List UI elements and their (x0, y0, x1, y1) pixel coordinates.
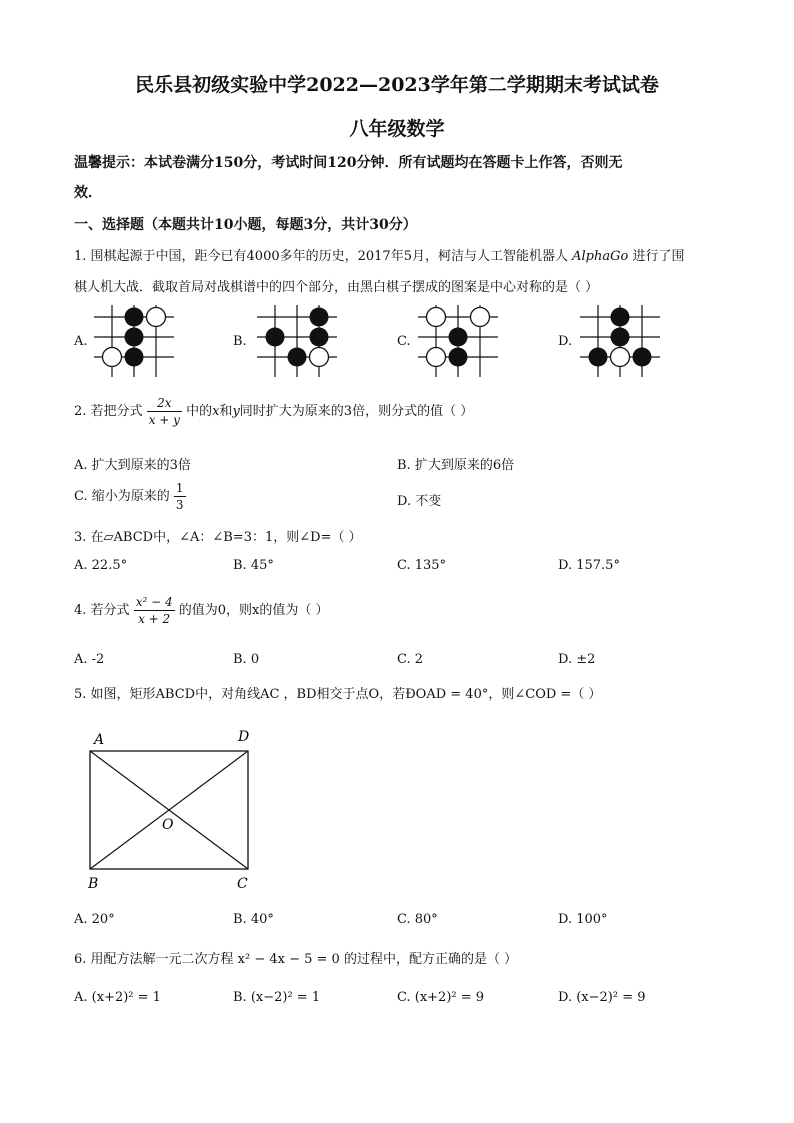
black-stone (589, 348, 608, 367)
q6-option-c[interactable]: C. (x+2)² = 9 (397, 990, 485, 1005)
q5-option-b[interactable]: B. 40° (233, 912, 274, 927)
label-o: O (162, 817, 174, 833)
black-stone (310, 308, 329, 327)
black-stone (125, 308, 144, 327)
black-stone (611, 308, 630, 327)
q3-option-d[interactable]: D. 157.5° (558, 558, 620, 573)
q4-stem (74, 594, 328, 627)
q4-option-d[interactable]: D. ±2 (558, 652, 596, 667)
go-board-c (416, 303, 500, 379)
q2-suffix: 同时扩大为原来的3倍，则分式的值（ ） (239, 404, 474, 419)
q2-option-b[interactable]: B. 扩大到原来的6倍 (397, 458, 515, 473)
white-stone (147, 308, 166, 327)
q6-stem: 6. 用配方法解一元二次方程 x² − 4x − 5 = 0 的过程中，配方正确的是（ ） (74, 952, 518, 967)
black-stone (310, 328, 329, 347)
q6-option-b[interactable]: B. (x−2)² = 1 (233, 990, 321, 1005)
black-stone (449, 348, 468, 367)
white-stone (103, 348, 122, 367)
white-stone (427, 308, 446, 327)
q2-prefix: 2. 若把分式 (74, 404, 143, 419)
white-stone (471, 308, 490, 327)
q4-prefix: 4. 若分式 (74, 603, 130, 618)
q3-option-c[interactable]: C. 135° (397, 558, 447, 573)
q2-option-c-fraction (174, 480, 186, 513)
label-d: D (238, 729, 250, 745)
q2-var-x: x (212, 404, 220, 419)
q6-option-a[interactable]: A. (x+2)² = 1 (74, 990, 161, 1005)
label-c: C (237, 876, 248, 892)
q5-option-c[interactable]: C. 80° (397, 912, 438, 927)
q2-var-y: y (232, 404, 240, 419)
q3-option-b[interactable]: B. 45° (233, 558, 274, 573)
black-stone (266, 328, 285, 347)
q1-option-d[interactable]: D. (558, 334, 573, 349)
q4-option-a[interactable]: A. -2 (74, 652, 105, 667)
rectangle-diagram (82, 725, 272, 895)
q4-fraction (134, 594, 175, 627)
exam-subtitle: 八年级数学 (349, 118, 445, 140)
go-board-a (92, 303, 176, 379)
black-stone (125, 348, 144, 367)
q5-option-d[interactable]: D. 100° (558, 912, 608, 927)
black-stone (633, 348, 652, 367)
q4-option-b[interactable]: B. 0 (233, 652, 260, 667)
q4-fraction-denominator: x + 2 (138, 612, 171, 626)
notice-line-2: 效． (74, 185, 102, 201)
q1-line-2: 棋人机大战．截取首局对战棋谱中的四个部分，由黑白棋子摆成的图案是中心对称的是（ ） (74, 280, 599, 295)
q2-fraction-denominator: x + y (148, 413, 180, 427)
q2-option-c-text: C. 缩小为原来的 (74, 489, 170, 504)
q2-fraction (147, 395, 182, 428)
q4-suffix: 的值为0，则x的值为（ ） (178, 603, 329, 618)
q2-fraction-numerator: 2x (147, 395, 182, 412)
black-stone (611, 328, 630, 347)
white-stone (427, 348, 446, 367)
q2-stem (74, 395, 473, 428)
black-stone (125, 328, 144, 347)
q1-option-c[interactable]: C. (397, 334, 411, 349)
black-stone (288, 348, 307, 367)
q1-line-1 (74, 245, 684, 264)
section-heading: 一、选择题（本题共计10小题，每题3分，共计30分） (74, 217, 417, 233)
q5-stem: 5. 如图，矩形ABCD中，对角线AC ，BD相交于点O，若ÐOAD = 40°，则∠COD =（ ） (74, 687, 602, 702)
q1-option-b[interactable]: B. (233, 334, 247, 349)
q2-option-c[interactable] (74, 480, 186, 513)
q1-text: 1. 围棋起源于中国，距今已有4000多年的历史，2017年5月，柯洁与人工智能机器人 (74, 249, 568, 264)
notice-line-1: 温馨提示：本试卷满分150分，考试时间120分钟．所有试题均在答题卡上作答，否则无 (74, 155, 623, 171)
q3-stem: 3. 在▱ABCD中，∠A：∠B=3：1，则∠D=（ ） (74, 530, 362, 545)
q1-alphago: AlphaGo (572, 249, 629, 264)
black-stone (449, 328, 468, 347)
q2-and: 和 (219, 404, 233, 419)
q4-option-c[interactable]: C. 2 (397, 652, 424, 667)
go-board-b (255, 303, 339, 379)
q4-fraction-numerator: x² − 4 (135, 595, 173, 609)
q5-option-a[interactable]: A. 20° (74, 912, 115, 927)
q2-option-c-denominator: 3 (175, 498, 184, 512)
q1-option-a[interactable]: A. (74, 334, 88, 349)
q2-option-a[interactable]: A. 扩大到原来的3倍 (74, 458, 191, 473)
exam-title: 民乐县初级实验中学2022—2023学年第二学期期末考试试卷 (135, 74, 659, 96)
q3-option-a[interactable]: A. 22.5° (74, 558, 128, 573)
q2-middle: 中的 (186, 404, 213, 419)
q2-option-c-numerator: 1 (175, 481, 184, 495)
q1-text-tail: 进行了围 (632, 249, 685, 264)
white-stone (310, 348, 329, 367)
q2-option-d[interactable]: D. 不变 (397, 494, 442, 509)
label-a: A (94, 732, 105, 748)
go-board-d (578, 303, 662, 379)
label-b: B (88, 876, 99, 892)
q6-option-d[interactable]: D. (x−2)² = 9 (558, 990, 646, 1005)
white-stone (611, 348, 630, 367)
